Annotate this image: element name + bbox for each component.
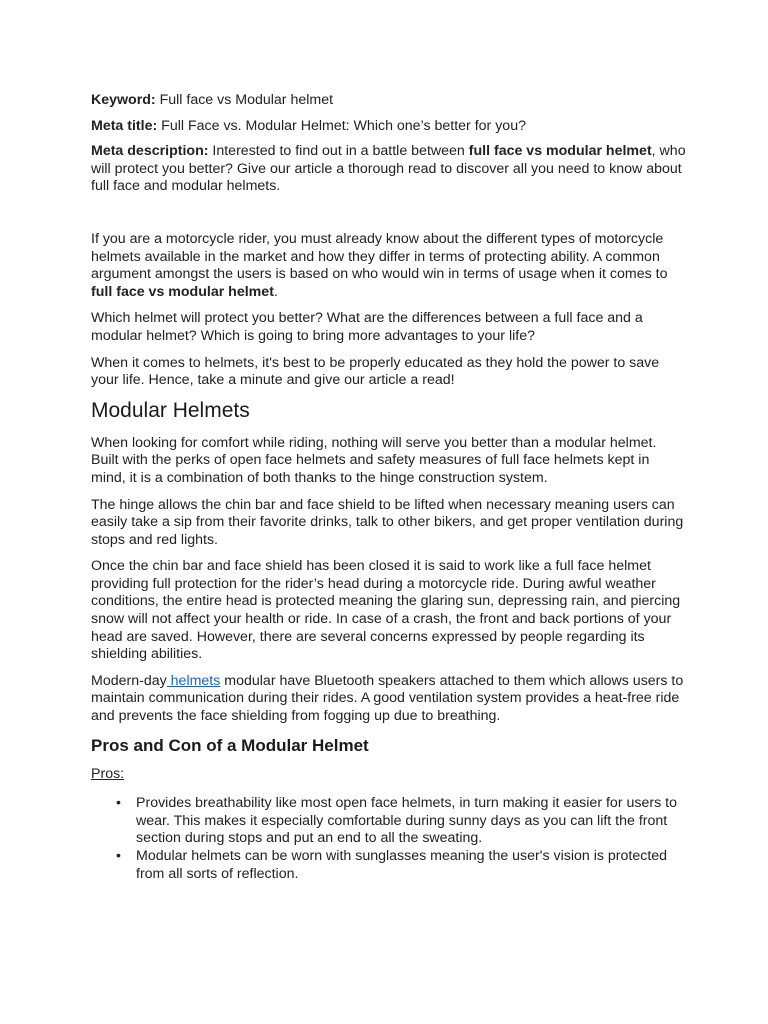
meta-description bbox=[91, 143, 686, 196]
meta-title-label: Meta title: bbox=[91, 117, 158, 134]
meta-title bbox=[91, 118, 686, 136]
modular-p4-text: Modern-day bbox=[91, 672, 167, 689]
intro-text: If you are a motorcycle rider, you must already know about the different types of motorcycle helmets available in the market and how they differ in terms of protecting ability. A common argument amongst the users is based on who would win in terms of usage when it comes to bbox=[91, 230, 668, 283]
meta-description-text: Interested to find out in a battle between bbox=[208, 143, 469, 160]
pros-cons-heading: Pros and Con of a Modular Helmet bbox=[91, 735, 369, 755]
list-item: • Modular helmets can be worn with sunglasses meaning the user's vision is protected from all sorts of reflection. bbox=[136, 848, 686, 883]
modular-paragraph-4 bbox=[91, 673, 686, 726]
modular-paragraph-3: Once the chin bar and face shield has been closed it is said to work like a full face helmet providing full protection for the rider’s head during a motorcycle ride. During awful weather conditions, the entire head is protected meaning the glaring sun, depressing rain, and piercing snow will not affect your health or ride. In case of a crash, the front and back portions of your head are saved. However, there are several concerns expressed by people regarding its shielding abilities. bbox=[91, 558, 681, 663]
spacer bbox=[91, 204, 686, 231]
modular-p4-text-end: modular have Bluetooth speakers attached to them which allows users to maintain communication during their rides. A good ventilation system provides a heat-free ride and prevents the face shielding from fogging up due to breathing. bbox=[91, 672, 684, 725]
helmets-link[interactable]: helmets bbox=[166, 672, 221, 689]
modular-helmets-heading: Modular Helmets bbox=[91, 398, 250, 422]
keyword-label: Keyword: bbox=[91, 92, 156, 108]
pros-list bbox=[91, 795, 686, 883]
intro-bold: full face vs modular helmet bbox=[91, 283, 274, 300]
meta-description-text-end: , who will protect you better? Give our article a thorough read to discover all you need to know about full face and modular helmets. bbox=[91, 143, 686, 195]
meta-keyword bbox=[91, 92, 686, 110]
intro-paragraph-2: Which helmet will protect you better? What are the differences between a full face and a modular helmet? Which is going to bring more advantages to your life? bbox=[91, 310, 643, 344]
intro-paragraph-1 bbox=[91, 231, 686, 301]
modular-paragraph-2: The hinge allows the chin bar and face shield to be lifted when necessary meaning users can easily take a sip from their favorite drinks, talk to other bikers, and get proper ventilation during stops and red lights. bbox=[91, 496, 684, 548]
meta-title-value: Full Face vs. Modular Helmet: Which one’s better for you? bbox=[157, 117, 526, 134]
list-item: • Provides breathability like most open face helmets, in turn making it easier for users to wear. This makes it especially comfortable during sunny days as you can lift the front section during stops and put an end to all the sweating. bbox=[136, 795, 686, 848]
keyword-value: Full face vs Modular helmet bbox=[155, 92, 334, 108]
meta-description-bold: full face vs modular helmet bbox=[468, 143, 652, 160]
intro-end: . bbox=[273, 283, 278, 300]
modular-paragraph-1: When looking for comfort while riding, nothing will serve you better than a modular helmet. Built with the perks of open face helmets and safety measures of full face helmets kept in mind, it is a combination of both thanks to the hinge construction system. bbox=[91, 434, 657, 486]
meta-description-label: Meta description: bbox=[91, 143, 209, 160]
pros-label: Pros: bbox=[91, 765, 125, 782]
intro-paragraph-3: When it comes to helmets, it's best to be properly educated as they hold the power to save your life. Hence, take a minute and give our article a read! bbox=[91, 354, 660, 389]
